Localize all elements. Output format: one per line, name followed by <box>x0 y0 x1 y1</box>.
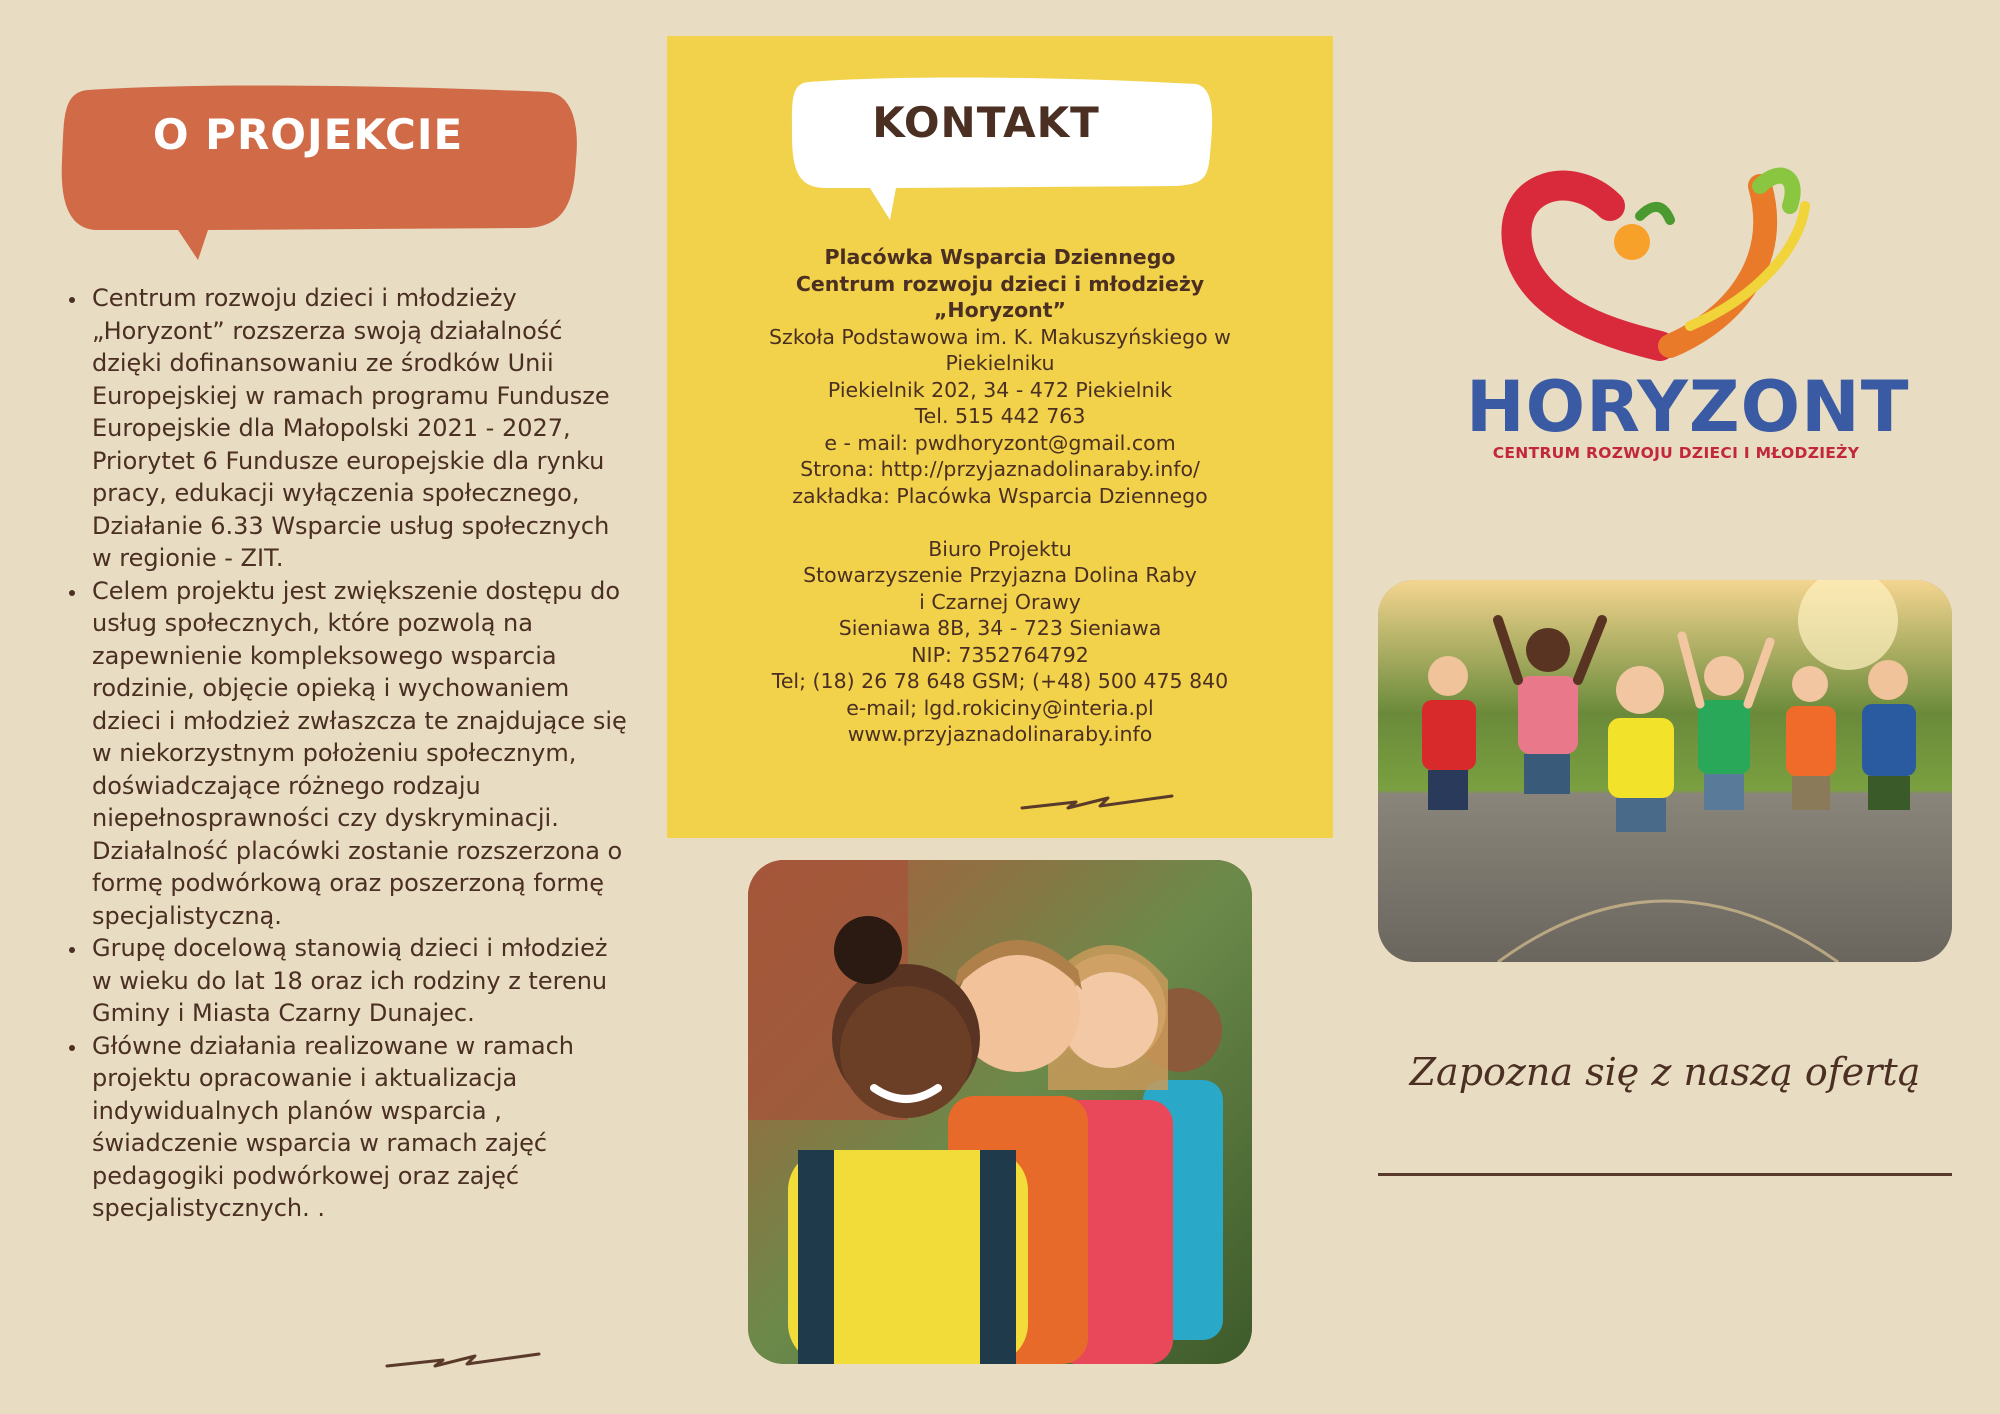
contact-details <box>690 244 1310 748</box>
biuro-www: www.przyjaznadolinaraby.info <box>847 722 1153 746</box>
speech-bubble-shape <box>58 80 578 260</box>
list-item: • Główne działania realizowane w ramach projektu opracowanie i aktualizacja indywidualnych planów wsparcia , świadczenie wsparcia w ramach zajęć pedagogiki podwórkowej oraz zajęć specjalistycznych. . <box>88 1030 628 1225</box>
logo-wordmark: HORYZONT <box>1466 366 1910 448</box>
phone-line: Tel. 515 442 763 <box>914 404 1086 428</box>
heart-logo-icon <box>1460 146 1900 366</box>
children-running-illustration <box>1378 580 1952 962</box>
children-backpacks-illustration <box>748 860 1252 1364</box>
org-name-line: „Horyzont” <box>933 298 1067 322</box>
biuro-phone: Tel; (18) 26 78 648 GSM; (+48) 500 475 840 <box>771 669 1229 693</box>
list-item: • Celem projektu jest zwiększenie dostępu do usług społecznych, które pozwolą na zapewnienie kompleksowego wsparcia rodzinie, objęcie opieką i wychowaniem dzieci i młodzież zwłaszcza te znajdujące się w niekorzystnym położeniu społecznym, doświadczające różnego rodzaju niepełnosprawności czy dyskryminacji. Działalność placówki zostanie rozszerzona o formę podwórkową oraz poszerzoną formę specjalistyczną. <box>88 575 628 933</box>
squiggle-divider-left <box>385 1346 541 1370</box>
kontakt-bubble <box>786 74 1216 224</box>
photo-children-backpacks <box>748 860 1252 1364</box>
speech-bubble-shape <box>786 74 1216 224</box>
o-projekcie-bubble <box>58 80 578 260</box>
list-item: • Centrum rozwoju dzieci i młodzieży „Horyzont” rozszerza swoją działalność dzięki dofinansowaniu ze środków Unii Europejskiej w ramach programu Fundusze Europejskie dla Małopolski 2021 - 2027, Priorytet 6 Fundusze europejskie dla rynku pracy, edukacji wyłączenia społecznego, Działanie 6.33 Wsparcie usług społecznych w regionie - ZIT. <box>88 282 628 575</box>
biuro-email: e-mail; lgd.rokiciny@interia.pl <box>846 695 1154 720</box>
biuro-org-line: i Czarnej Orawy <box>919 589 1081 614</box>
biuro-org-line: Stowarzyszenie Przyjazna Dolina Raby <box>803 563 1197 587</box>
tab-line: zakładka: Placówka Wsparcia Dziennego <box>792 483 1208 508</box>
org-name-line: Placówka Wsparcia Dziennego <box>824 245 1176 269</box>
offer-cta-text: Zapozna się z naszą ofertą <box>1409 1050 1921 1094</box>
email-line: e - mail: pwdhoryzont@gmail.com <box>824 430 1176 455</box>
address-line: Piekielnik 202, 34 - 472 Piekielnik <box>827 377 1173 402</box>
biuro-address: Sieniawa 8B, 34 - 723 Sieniawa <box>838 616 1162 640</box>
org-name-line: Centrum rozwoju dzieci i młodzieży <box>795 271 1205 296</box>
logo-subtitle: CENTRUM ROZWOJU DZIECI I MŁODZIEŻY <box>1492 444 1860 462</box>
list-item: • Grupę docelową stanowią dzieci i młodzież w wieku do lat 18 oraz ich rodziny z terenu Gminy i Miasta Czarny Dunajec. <box>88 932 628 1030</box>
photo-children-running <box>1378 580 1952 962</box>
section-title-projekt: O PROJEKCIE <box>152 110 464 159</box>
school-line: Szkoła Podstawowa im. K. Makuszyńskiego w <box>769 324 1231 349</box>
squiggle-divider-middle <box>1020 790 1174 814</box>
biuro-nip: NIP: 7352764792 <box>911 642 1089 667</box>
school-line: Piekielniku <box>945 351 1055 375</box>
projekt-list <box>60 282 628 1225</box>
section-title-kontakt: KONTAKT <box>872 98 1100 147</box>
biuro-title: Biuro Projektu <box>928 536 1072 561</box>
website-line: Strona: http://przyjaznadolinaraby.info/ <box>800 457 1200 481</box>
cta-underline <box>1378 1173 1952 1176</box>
